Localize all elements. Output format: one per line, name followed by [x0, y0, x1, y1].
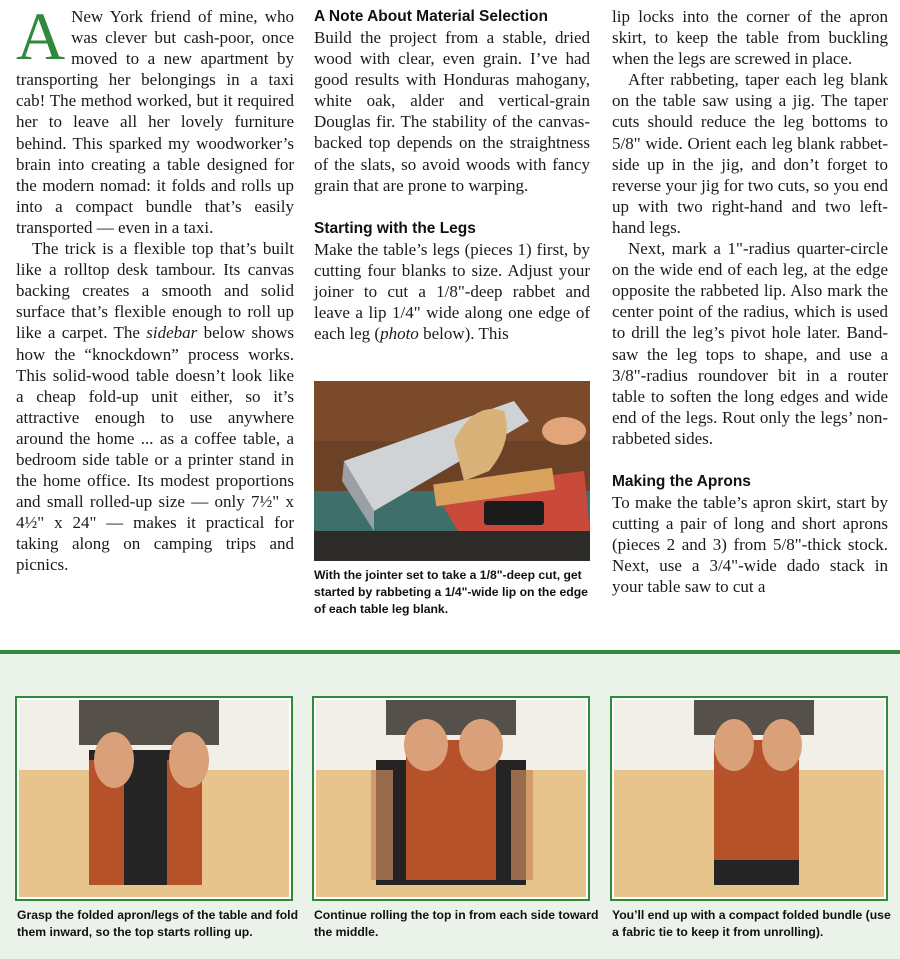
heading-aprons: Making the Aprons: [612, 472, 751, 490]
jointer-photo: [314, 381, 590, 561]
intro-paragraph: [16, 0, 294, 238]
drop-cap: A: [16, 0, 66, 74]
quarter-circle-paragraph: Next, mark a 1"-radius quarter-circle on the wide end of each leg, at the edge opposite the rabbeted lip. Also mark the center point of the radius, which is used to drill the leg’s pivot hole later. Band-saw the leg tops to shape, and use a 3/8"-radius roundover bit in a router table to soften the long edges and wide end of the legs. Rout only the legs’ non-rabbeted sides.: [612, 239, 888, 448]
article-column-2: [314, 6, 590, 344]
heading-legs: Starting with the Legs: [314, 219, 476, 237]
trick-text-b: below shows how the “knockdown” process works. This solid-wood table doesn’t look like a cheap fold-up unit either, so it’s attractive enough to use anywhere around the home ... as a coffee table, a bedroom side table or a printer stand in the home office. Its modest proportions and small rolled-up size — only 7½" x 4½" x 24" — makes it practical for taking along on camping trips and picnics.: [16, 323, 294, 575]
rabbeting-paragraph: After rabbeting, taper each leg blank on the table saw using a jig. The taper cuts should reduce the leg bottoms to 5/8" wide. Orient each leg blank rabbet-side up in the jig, and don’t forget to reverse your jig for two cuts, so you end up with two right-hand and two left-hand legs.: [612, 70, 888, 237]
legs-text-em: photo: [380, 324, 419, 344]
fold-step-2-caption: Continue rolling the top in from each side toward the middle.: [314, 908, 599, 939]
trick-paragraph: [16, 238, 294, 576]
legs-paragraph: [314, 239, 590, 344]
aprons-paragraph: To make the table’s apron skirt, start by cutting a pair of long and short aprons (pieces 2 and 3) from 5/8"-thick stock. Next, use a 3/4"-wide dado stack in your table saw to cut a: [612, 492, 888, 597]
fold-step-2-photo: [312, 696, 590, 901]
legs-text-b: below). This: [418, 324, 509, 344]
legs-text-a: Make the table’s legs (pieces 1) first, by cutting four blanks to size. Adjust your joiner to cut a 1/8"-deep rabbet and leave a lip 1/4" wide along one edge of each leg (: [314, 239, 590, 344]
fold-step-3-photo: [610, 696, 888, 901]
lip-paragraph: lip locks into the corner of the apron skirt, to keep the table from buckling when the legs are screwed in place.: [612, 7, 888, 69]
trick-text-a: The trick is a flexible top that’s built like a rolltop desk tambour. Its canvas backing creates a smooth and solid surface that’s flexible enough to roll up like a carpet. The: [16, 239, 294, 343]
jointer-photo-caption: With the jointer set to take a 1/8"-deep cut, get started by rabbeting a 1/4"-wide lip on the edge of each table leg blank.: [314, 568, 588, 616]
intro-text: New York friend of mine, who was clever but cash-poor, once moved to a new apartment by transporting her belongings in a taxi cab! The method worked, but it required her to leave all her lovely furniture behind. This sparked my woodworker’s brain into creating a table designed for the modern nomad: it folds and rolls up into a compact bundle that’s easily transported — even in a taxi.: [16, 7, 294, 237]
article-column-1: [16, 0, 294, 576]
fold-step-3-caption: You’ll end up with a compact folded bundle (use a fabric tie to keep it from unrolling).: [612, 908, 891, 939]
fold-step-1-caption: Grasp the folded apron/legs of the table and fold them inward, so the top starts rolling up.: [17, 908, 299, 939]
material-paragraph: Build the project from a stable, dried wood with clear, even grain. I’ve had good results with Honduras mahogany, white oak, alder and vertical-grain Douglas fir. The stability of the canvas-backed top depends on the straightness of the slats, so avoid woods with fancy grain that are prone to warping.: [314, 28, 590, 195]
fold-step-1-photo: [15, 696, 293, 901]
trick-text-em: sidebar: [146, 323, 198, 343]
article-column-3: [612, 6, 888, 597]
heading-material-selection: A Note About Material Selection: [314, 8, 548, 25]
